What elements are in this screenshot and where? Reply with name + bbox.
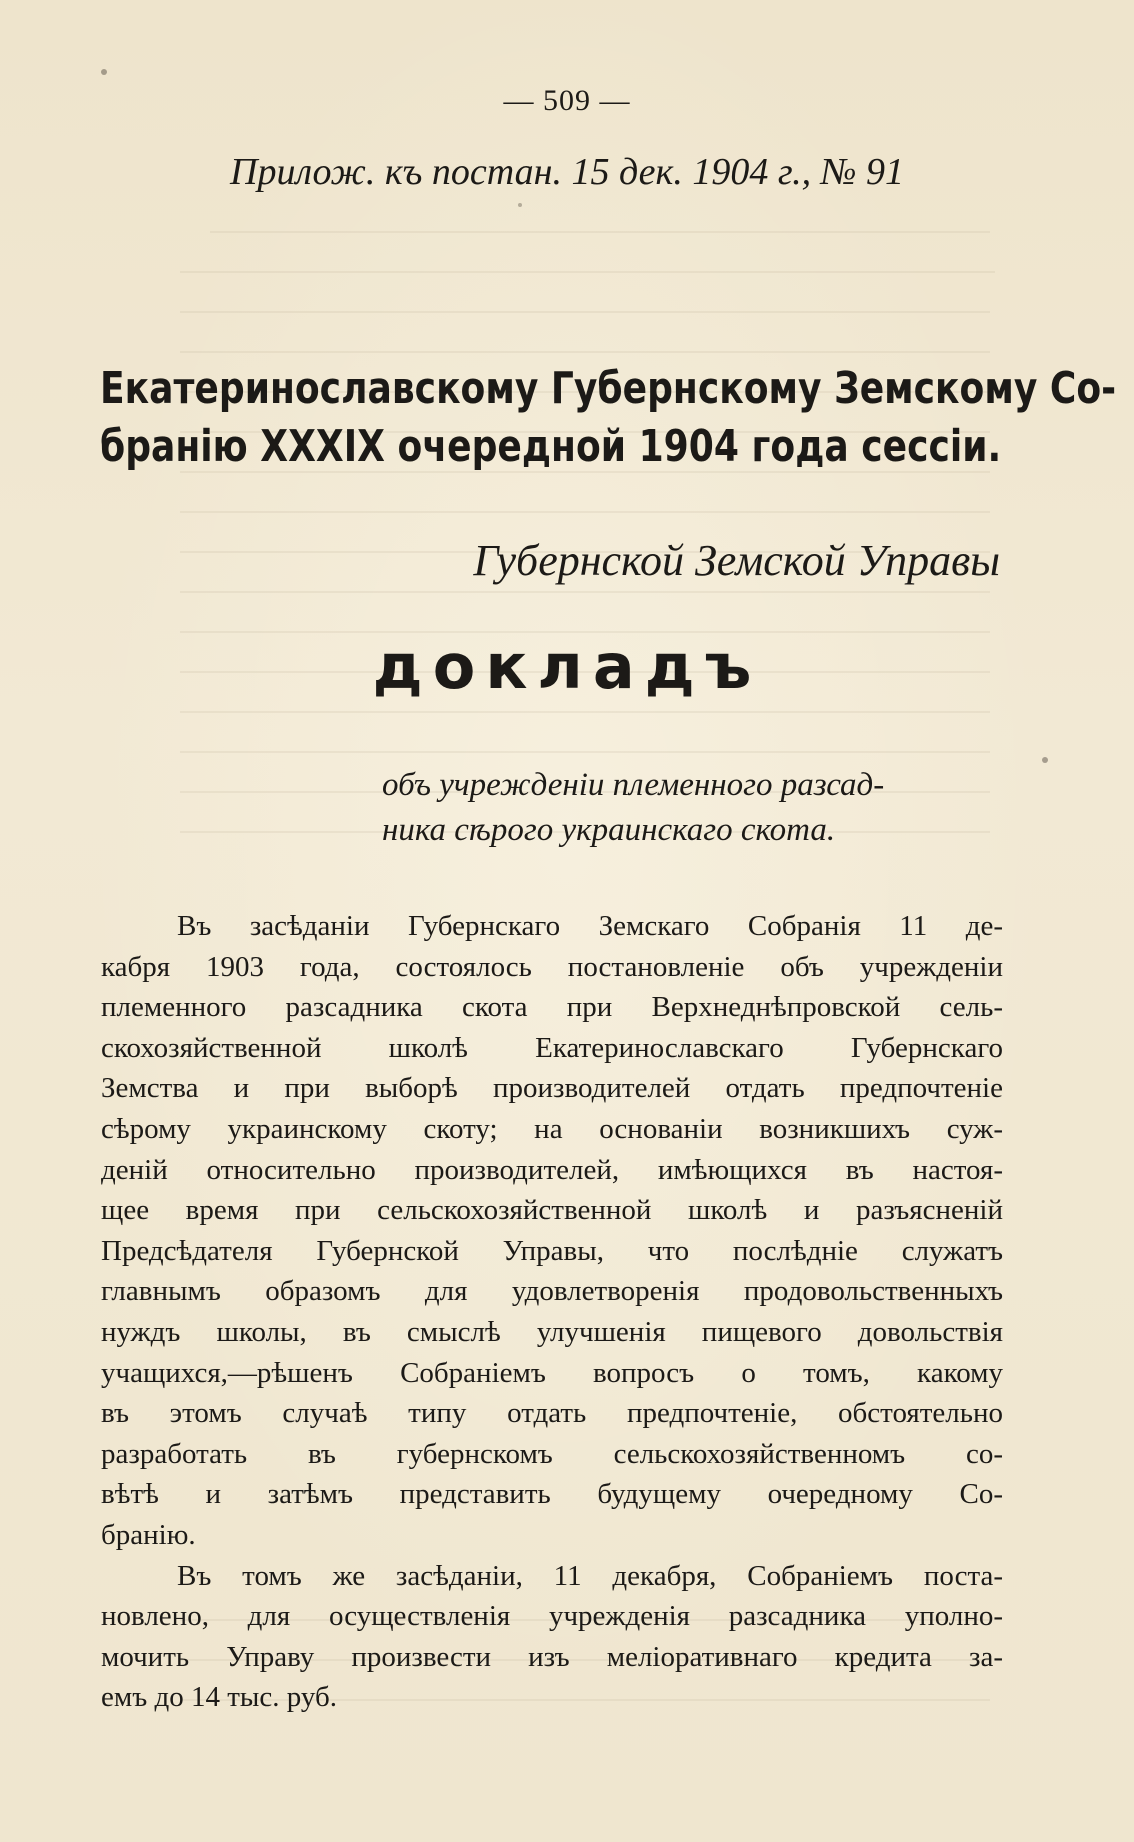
text-line: емъ до 14 тыс. руб. (101, 1681, 337, 1714)
page-number: — 509 — (503, 84, 631, 117)
text-line: главнымъ образомъ для удовлетворенія продовольственныхъ (101, 1275, 1003, 1308)
text-line: бранію. (101, 1518, 196, 1551)
text-line: въ этомъ случаѣ типу отдать предпочтеніе, обстоятельно (101, 1397, 1003, 1430)
paragraph-1 (101, 906, 1003, 1556)
report-title: докладъ (372, 630, 762, 703)
board-name: Губернской Земской Управы (473, 536, 1000, 585)
subject-line: ника сѣрого украинскаго скота. (382, 812, 836, 848)
text-line: Въ засѣданіи Губернскаго Земскаго Собранія 11 де- (177, 910, 1003, 942)
text-line: Земства и при выборѣ производителей отдать предпочтеніе (101, 1072, 1003, 1105)
text-line: племенного разсадника скота при Верхнеднѣпровской сель- (101, 991, 1003, 1024)
body-text (101, 906, 1003, 1718)
text-line: деній относительно производителей, имѣющихся въ настоя- (101, 1153, 1003, 1186)
appendix-reference: Прилож. къ постан. 15 дек. 1904 г., № 91 (230, 151, 904, 193)
text-line: разработать въ губернскомъ сельскохозяйственномъ со- (101, 1437, 1003, 1470)
report-subject (382, 763, 1002, 853)
headline-line: бранію XXXIX очередной 1904 года сессіи. (100, 421, 1002, 472)
text-line: нуждъ школы, въ смыслѣ улучшенія пищевого довольствія (101, 1315, 1003, 1348)
paragraph-2 (101, 1556, 1003, 1718)
text-line: учащихся,—рѣшенъ Собраніемъ вопросъ о томъ, какому (101, 1356, 1003, 1389)
subject-line: объ учрежденіи племенного разсад- (382, 767, 885, 803)
text-line: мочить Управу произвести изъ меліоративнаго кредита за- (101, 1640, 1003, 1673)
headline (100, 360, 1117, 476)
headline-line: Екатеринославскому Губернскому Земскому Со- (100, 363, 1117, 414)
text-line: Предсѣдателя Губернской Управы, что послѣдніе служатъ (101, 1234, 1003, 1267)
text-line: скохозяйственной школѣ Екатеринославскаго Губернскаго (101, 1031, 1003, 1064)
text-line: щее время при сельскохозяйственной школѣ и разъясненій (101, 1194, 1003, 1227)
text-line: сѣрому украинскому скоту; на основаніи возникшихъ суж- (101, 1112, 1003, 1145)
text-line: Въ томъ же засѣданіи, 11 декабря, Собраніемъ поста- (177, 1559, 1003, 1592)
text-line: новлено, для осуществленія учрежденія разсадника уполно- (101, 1600, 1003, 1633)
text-line: кабря 1903 года, состоялось постановленіе объ учрежденіи (101, 950, 1003, 983)
text-line: вѣтѣ и затѣмъ представить будущему очередному Со- (101, 1478, 1003, 1511)
